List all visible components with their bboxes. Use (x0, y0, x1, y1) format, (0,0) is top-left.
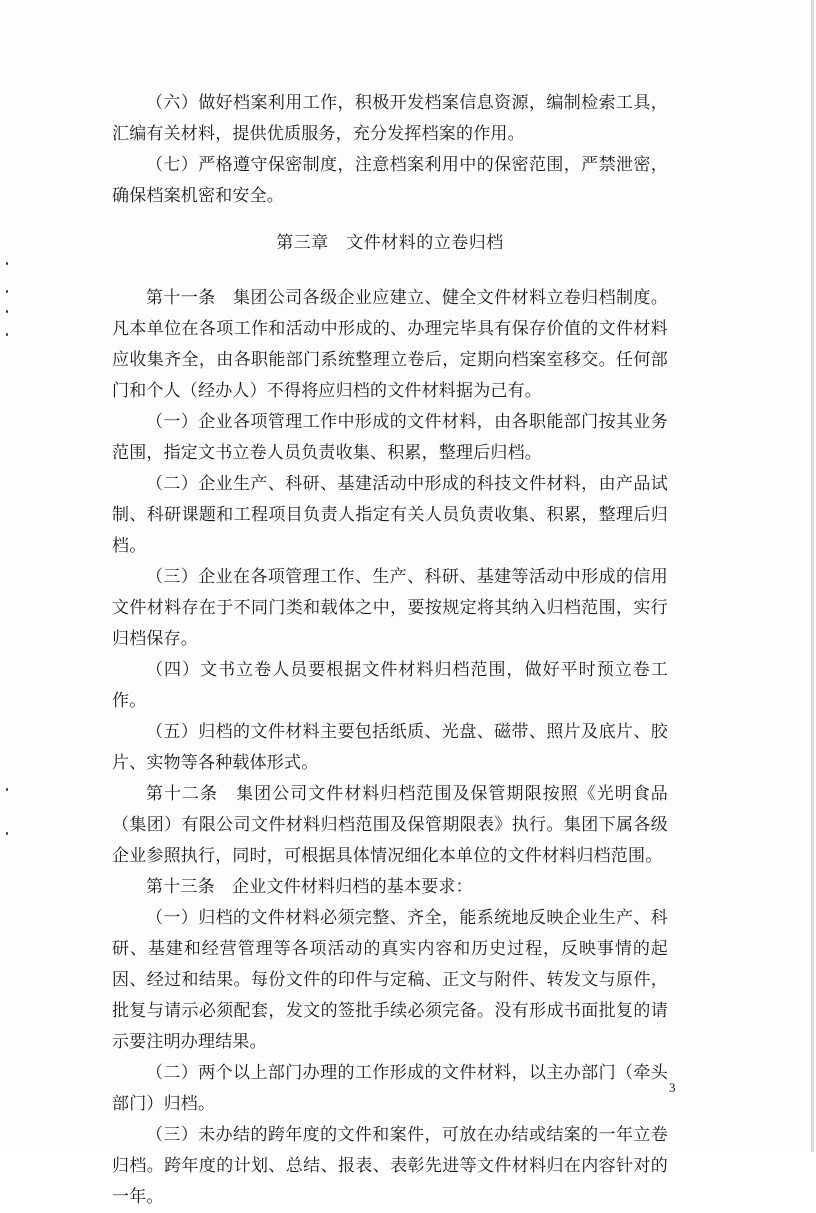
margin-mark (6, 788, 8, 791)
margin-mark (6, 832, 8, 835)
paragraph: （七）严格遵守保密制度，注意档案利用中的保密范围，严禁泄密，确保档案机密和安全。 (112, 155, 668, 206)
paragraph: （一）归档的文件材料必须完整、齐全，能系统地反映企业生产、科研、基建和经营管理等各项活动的真实内容和历史过程，反映事情的起因、经过和结果。每份文件的印件与定稿、正文与附件、转发文与原件，批复与请示必须配套，发文的签批手续必须完备。没有形成书面批复的请示要注明办理结果。 (112, 908, 668, 1052)
paragraph: 第十一条 集团公司各级企业应建立、健全文件材料立卷归档制度。凡本单位在各项工作和活动中形成的、办理完毕具有保存价值的文件材料应收集齐全，由各职能部门系统整理立卷后，定期向档案室移交。任何部门和个人（经办人）不得将应归档的文件材料据为己有。 (112, 288, 668, 401)
scan-edge (811, 0, 814, 1152)
paragraph: （三）企业在各项管理工作、生产、科研、基建等活动中形成的信用文件材料存在于不同门类和载体之中，要按规定将其纳入归档范围，实行归档保存。 (112, 567, 668, 649)
paragraph: （六）做好档案利用工作，积极开发档案信息资源，编制检索工具，汇编有关材料，提供优质服务，充分发挥档案的作用。 (112, 93, 668, 144)
page-number: 3 (669, 1080, 676, 1095)
margin-mark (6, 290, 8, 293)
paragraph: （三）未办结的跨年度的文件和案件，可放在办结或结案的一年立卷归档。跨年度的计划、总结、报表、表彰先进等文件材料归在内容针对的一年。 (112, 1125, 668, 1207)
paragraph: （四）文书立卷人员要根据文件材料归档范围，做好平时预立卷工作。 (112, 660, 668, 711)
paragraph: （五）归档的文件材料主要包括纸质、光盘、磁带、照片及底片、胶片、实物等各种载体形式。 (112, 722, 668, 773)
margin-mark (6, 310, 8, 313)
chapter-body (112, 283, 668, 1213)
margin-mark (6, 333, 8, 336)
paragraph: 第十三条 企业文件材料归档的基本要求： (146, 877, 473, 897)
paragraph: （一）企业各项管理工作中形成的文件材料，由各职能部门按其业务范围，指定文书立卷人员负责收集、积累，整理后归档。 (112, 412, 668, 463)
chapter-title: 第三章 文件材料的立卷归档 (276, 233, 504, 253)
margin-mark (6, 262, 8, 265)
top-section (112, 88, 668, 212)
paragraph: （二）两个以上部门办理的工作形成的文件材料，以主办部门（牵头部门）归档。 (112, 1063, 668, 1114)
paragraph: 第十二条 集团公司文件材料归档范围及保管期限按照《光明食品（集团）有限公司文件材料归档范围及保管期限表》执行。集团下属各级企业参照执行，同时，可根据具体情况细化本单位的文件材料归档范围。 (112, 784, 668, 866)
paragraph: （二）企业生产、科研、基建活动中形成的科技文件材料，由产品试制、科研课题和工程项目负责人指定有关人员负责收集、积累，整理后归档。 (112, 474, 668, 556)
